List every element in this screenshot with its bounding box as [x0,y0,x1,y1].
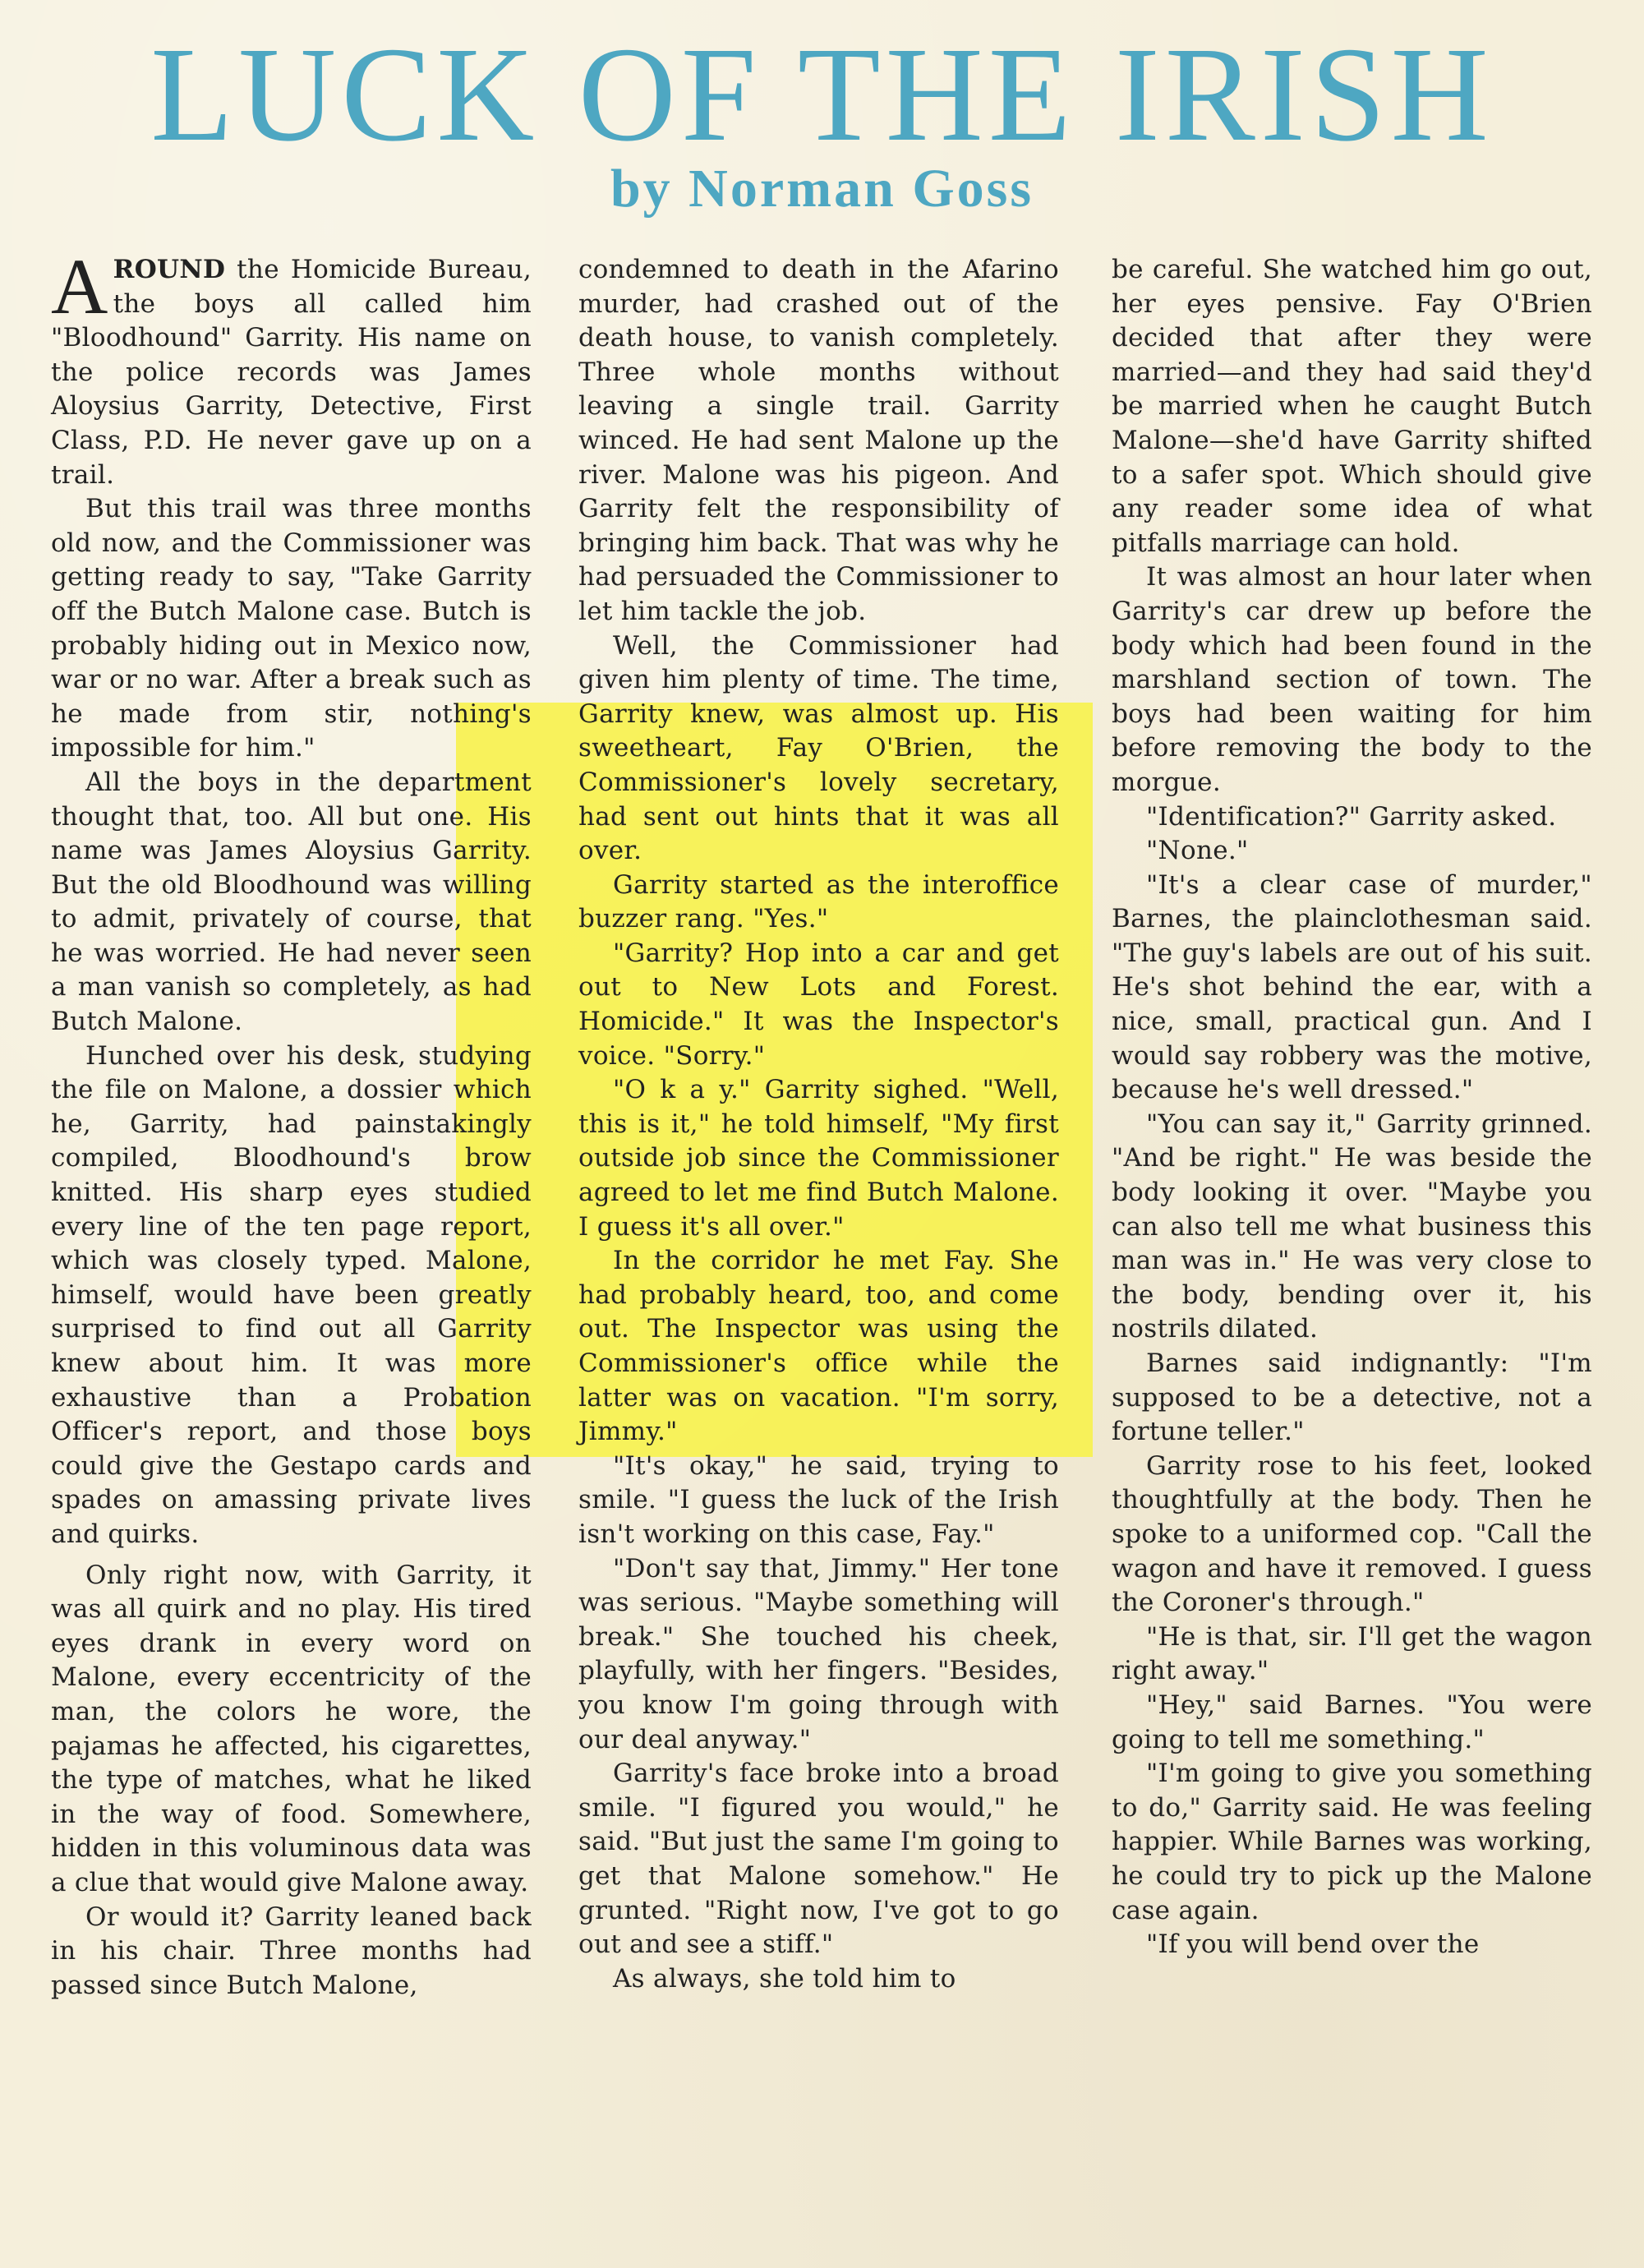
paragraph: Barnes said indignantly: "I'm supposed to be a detective, not a fortune teller." [1112,1348,1592,1447]
paragraph: AROUND the Homicide Bureau, the boys all called him "Bloodhound" Garrity. His name on the police records was James Aloysius Garrity, Detective, First Class, P.D. He never gave up on a trail. [51,242,532,490]
paragraph: Well, the Commissioner had given him plenty of time. The time, Garrity knew, was almost up. His sweetheart, Fay O'Brien, the Commissioner's lovely secretary, had sent out hints that it was all over. [578,630,1059,866]
paragraph: Or would it? Garrity leaned back in his chair. Three months had passed since Butch Malone, [51,1902,532,2000]
paragraph: "Identification?" Garrity asked. [1146,801,1557,832]
paragraph: "I'm going to give you something to do," Garrity said. He was feeling happier. While Barnes was working, he could try to pick up the Malone case again. [1112,1759,1592,1925]
paragraph: "O k a y." Garrity sighed. "Well, this is it," he told himself, "My first outside job since the Commissioner agreed to let me find Butch Malone. I guess it's all over." [578,1075,1059,1242]
drop-cap: A [51,242,108,330]
paragraph: But this trail was three months old now, and the Commissioner was getting ready to say, "Take Garrity off the Butch Malone case. Butch is probably hiding out in Mexico now, war or no war. After a break such as he made from stir, nothing's impossible for him." [51,494,532,763]
paragraph: "You can say it," Garrity grinned. "And be right." He was beside the body looking it over. "Maybe you can also tell me what business this man was in." He was very close to the body, bending over it, his nostrils dilated. [1112,1109,1592,1344]
paragraph: be careful. She watched him go out, her eyes pensive. Fay O'Brien decided that after they were married—and they had said they'd be married when he caught Butch Malone—she'd have Garrity shifted to a safer spot. Which should give any reader some idea of what pitfalls marriage can hold. [1112,255,1592,558]
paragraph: All the boys in the department thought that, too. All but one. His name was James Aloysius Garrity. But the old Bloodhound was willing to admit, privately of course, that he was worried. He had never seen a man vanish so completely, as had Butch Malone. [51,767,532,1037]
column-1 [51,242,532,2003]
paragraph: "Garrity? Hop into a car and get out to New Lots and Forest. Homicide." It was the Inspector's voice. "Sorry." [578,938,1059,1071]
paragraph: Garrity rose to his feet, looked thoughtfully at the body. Then he spoke to a uniformed cop. "Call the wagon and have it removed. I guess the Coroner's through." [1112,1450,1592,1618]
column-2 [578,253,1059,1996]
paragraph: In the corridor he met Fay. She had probably heard, too, and come out. The Inspector was using the Commissioner's office while the latter was on vacation. "I'm sorry, Jimmy." [578,1246,1059,1447]
paragraph: Only right now, with Garrity, it was all quirk and no play. His tired eyes drank in every word on Malone, every eccentricity of the man, the colors he wore, the pajamas he affected, his cigarettes, the type of matches, what he liked in the way of food. Somewhere, hidden in this voluminous data was a clue that would give Malone away. [51,1560,532,1897]
paragraph: It was almost an hour later when Garrity's car drew up before the body which had been found in the marshland section of town. The boys had been waiting for him before removing the body to the morgue. [1112,562,1592,797]
paragraph: "If you will bend over the [1146,1929,1480,1960]
paragraph: Garrity's face broke into a broad smile. "I figured you would," he said. "But just the same I'm going to get that Malone somehow." He grunted. "Right now, I've got to go out and see a stiff." [578,1759,1059,1960]
article-title: LUCK OF THE IRISH [150,19,1494,169]
lead-word: ROUND [113,255,226,284]
paragraph: Garrity started as the interoffice buzzer rang. "Yes." [578,869,1059,934]
byline: by Norman Goss [610,159,1034,219]
paragraph: "It's a clear case of murder," Barnes, the plainclothesman said. "The guy's labels are out of his suit. He's shot behind the ear, with a nice, small, practical gun. And I would say robbery was the motive, because he's well dressed." [1112,869,1592,1105]
paragraph: "He is that, sir. I'll get the wagon right away." [1112,1621,1592,1686]
paragraph: condemned to death in the Afarino murder, had crashed out of the death house, to vanish completely. Three whole months without leaving a single trail. Garrity winced. He had sent Malone up the river. Malone was his pigeon. And Garrity felt the responsibility of bringing him back. That was why he had persuaded the Commissioner to let him tackle the job. [578,255,1059,626]
paragraph: Hunched over his desk, studying the file on Malone, a dossier which he, Garrity, had painstakingly compiled, Bloodhound's brow knitted. His sharp eyes studied every line of the ten page report, which was closely typed. Malone, himself, would have been greatly surprised to find out all Garrity knew about him. It was more exhaustive than a Probation Officer's report, and those boys could give the Gestapo cards and spades on amassing private lives and quirks. [51,1040,532,1549]
paragraph: "Hey," said Barnes. "You were going to tell me something." [1112,1689,1592,1754]
paragraph: "Don't say that, Jimmy." Her tone was serious. "Maybe something will break." She touched his cheek, playfully, with her fingers. "Besides, you know I'm going through with our deal anyway." [578,1553,1059,1754]
column-3 [1112,253,1592,1962]
paragraph: "It's okay," he said, trying to smile. "I guess the luck of the Irish isn't working on this case, Fay." [578,1450,1059,1549]
paragraph: As always, she told him to [613,1963,956,1994]
paragraph: "None." [1146,836,1249,866]
